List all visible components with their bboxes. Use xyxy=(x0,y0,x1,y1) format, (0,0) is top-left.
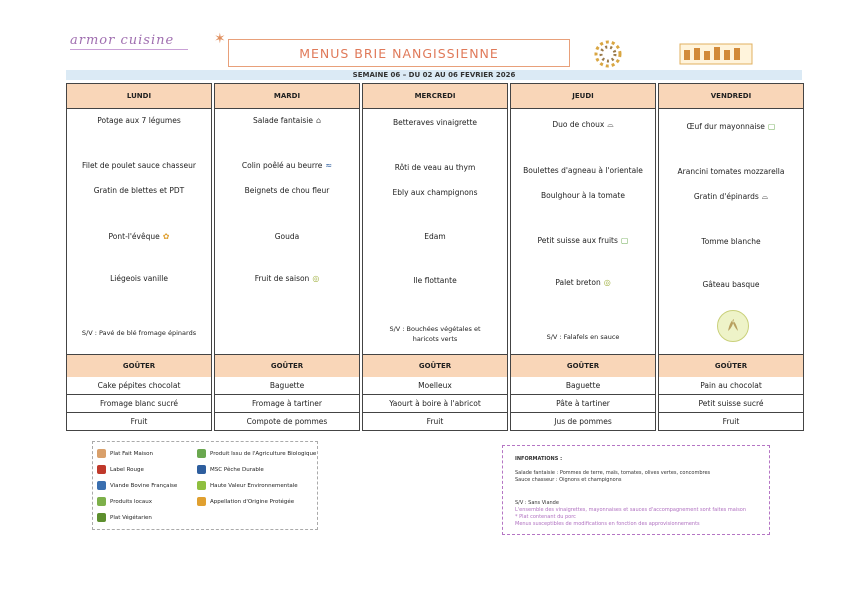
dish-entree: Betteraves vinaigrette xyxy=(392,118,478,127)
dish-entree: Potage aux 7 légumes xyxy=(97,116,181,125)
gouter-item: Fromage blanc sucré xyxy=(66,395,212,413)
house-icon: ⌂ xyxy=(315,116,322,125)
dish-fromage-row xyxy=(71,232,207,242)
legend-item: Label Rouge xyxy=(97,465,144,474)
msc-icon xyxy=(197,465,206,474)
gouter-header: GOÛTER xyxy=(66,354,212,378)
beef-icon xyxy=(97,481,106,490)
dish-plat: Arancini tomates mozzarella xyxy=(677,167,785,176)
gouter-item: Baguette xyxy=(510,377,656,395)
dish-accompagnement: Ebly aux champignons xyxy=(392,188,478,197)
legend-item: Produit Issu de l'Agriculture Biologique xyxy=(197,449,316,458)
menu-title: MENUS BRIE NANGISSIENNE xyxy=(228,39,570,67)
dish-accompagnement: Gratin d'épinards xyxy=(693,192,759,201)
local-icon: ◎ xyxy=(312,274,320,283)
legend-item: Viande Bovine Française xyxy=(97,481,177,490)
day-column-mercredi xyxy=(362,83,508,356)
red-label-icon xyxy=(97,465,106,474)
msc-icon: ≈ xyxy=(325,161,333,170)
day-column-lundi xyxy=(66,83,212,356)
gouter-item: Fruit xyxy=(362,413,508,431)
legend-item: MSC Pêche Durable xyxy=(197,465,264,474)
gouter-item: Pâte à tartiner xyxy=(510,395,656,413)
dish-fromage-row xyxy=(515,236,651,246)
dish-accompagnement: Beignets de chou fleur xyxy=(244,186,330,195)
local-icon xyxy=(97,497,106,506)
info-line: Salade fantaisie : Pommes de terre, maïs, tomates, olives vertes, concombres xyxy=(515,470,711,476)
dish-plat-row xyxy=(219,161,355,171)
organic-icon: ▢ xyxy=(620,236,629,245)
partner-logo-icon xyxy=(588,38,628,70)
day-column-vendredi xyxy=(658,83,804,356)
dish-entree: Œuf dur mayonnaise xyxy=(686,122,765,131)
dish-entree-row xyxy=(219,116,355,126)
star-icon: ✶ xyxy=(214,31,226,47)
legend-item: Appellation d'Origine Protégée xyxy=(197,497,294,506)
week-banner: SEMAINE 06 – DU 02 AU 06 FEVRIER 2026 xyxy=(66,70,802,80)
gouter-item: Fruit xyxy=(66,413,212,431)
info-title: INFORMATIONS : xyxy=(515,456,563,462)
beef-icon: ⌓ xyxy=(607,120,614,129)
info-line: S/V : Sans Viande xyxy=(515,500,559,506)
gouter-item: Jus de pommes xyxy=(510,413,656,431)
gouter-header: GOÛTER xyxy=(510,354,656,378)
dish-plat: Rôti de veau au thym xyxy=(394,163,476,172)
info-line: * Plat contenant du porc xyxy=(515,514,576,520)
day-header: JEUDI xyxy=(511,84,655,109)
dish-entree: Salade fantaisie xyxy=(252,116,313,125)
vegetarian-badge-icon xyxy=(717,310,749,342)
info-box xyxy=(502,445,770,535)
dish-plat: Colin poêlé au beurre xyxy=(241,161,323,170)
legend-item: Produits locaux xyxy=(97,497,152,506)
gouter-item: Yaourt à boire à l'abricot xyxy=(362,395,508,413)
dish-dessert-row xyxy=(515,278,651,288)
gouter-item: Pain au chocolat xyxy=(658,377,804,395)
dish-entree-row xyxy=(663,122,799,132)
gouter-header: GOÛTER xyxy=(658,354,804,378)
day-header: MARDI xyxy=(215,84,359,109)
day-column-mardi xyxy=(214,83,360,356)
veggie-icon xyxy=(97,513,106,522)
info-line: Sauce chasseur : Oignons et champignons xyxy=(515,477,622,483)
dish-dessert: Liégeois vanille xyxy=(110,274,168,283)
dish-entree-row xyxy=(515,120,651,130)
hve-icon xyxy=(197,481,206,490)
house-icon xyxy=(97,449,106,458)
gouter-item: Cake pépites chocolat xyxy=(66,377,212,395)
gouter-item: Fromage à tartiner xyxy=(214,395,360,413)
dish-dessert: Palet breton xyxy=(555,278,601,287)
dish-sans-viande: S/V : Falafels en sauce xyxy=(546,333,620,341)
beef-icon: ⌓ xyxy=(761,192,769,201)
gouter-item: Fruit xyxy=(658,413,804,431)
dish-fromage: Edam xyxy=(424,232,446,241)
dish-fromage: Tomme blanche xyxy=(701,237,761,246)
gouter-header: GOÛTER xyxy=(362,354,508,378)
dish-fromage: Petit suisse aux fruits xyxy=(537,236,618,245)
legend-item: Plat Fait Maison xyxy=(97,449,153,458)
dish-accompagnement: Gratin de blettes et PDT xyxy=(93,186,185,195)
dish-fromage: Gouda xyxy=(274,232,300,241)
day-column-jeudi xyxy=(510,83,656,356)
aop-icon xyxy=(197,497,206,506)
gouter-item: Baguette xyxy=(214,377,360,395)
legend-item: Plat Végétarien xyxy=(97,513,152,522)
brand-underline xyxy=(70,49,188,50)
dish-fromage: Pont-l'évêque xyxy=(108,232,160,241)
aop-icon: ✿ xyxy=(162,232,170,241)
day-header: MERCREDI xyxy=(363,84,507,109)
dish-dessert: Fruit de saison xyxy=(254,274,310,283)
school-logo-icon xyxy=(676,40,756,68)
info-line: L'ensemble des vinaigrettes, mayonnaises et sauces d'accompagnement sont faites maison xyxy=(515,507,747,513)
gouter-header: GOÛTER xyxy=(214,354,360,378)
gouter-item: Compote de pommes xyxy=(214,413,360,431)
legend-box xyxy=(92,441,318,530)
legend-item: Haute Valeur Environnementale xyxy=(197,481,298,490)
dish-sans-viande: S/V : Bouchées végétales et haricots verts xyxy=(389,325,481,343)
dish-accompagnement: Boulghour à la tomate xyxy=(541,191,625,200)
dish-sans-viande: S/V : Pavé de blé fromage épinards xyxy=(81,329,197,337)
dish-entree: Duo de choux xyxy=(552,120,605,129)
local-icon: ◎ xyxy=(603,278,611,287)
dish-dessert: Gâteau basque xyxy=(702,280,760,289)
dish-plat: Filet de poulet sauce chasseur xyxy=(82,161,196,170)
info-line: Menus susceptibles de modifications en fonction des approvisionnements xyxy=(515,521,700,527)
gouter-item: Moelleux xyxy=(362,377,508,395)
day-header: VENDREDI xyxy=(659,84,803,109)
day-header: LUNDI xyxy=(67,84,211,109)
dish-dessert-row xyxy=(219,274,355,284)
organic-icon xyxy=(197,449,206,458)
organic-icon: ▢ xyxy=(767,122,776,131)
gouter-item: Petit suisse sucré xyxy=(658,395,804,413)
dish-plat: Boulettes d'agneau à l'orientale xyxy=(523,166,643,175)
dish-dessert: Ile flottante xyxy=(413,276,457,285)
brand-logo-text: armor cuisine xyxy=(70,33,175,48)
dish-accompagnement-row xyxy=(663,192,799,202)
